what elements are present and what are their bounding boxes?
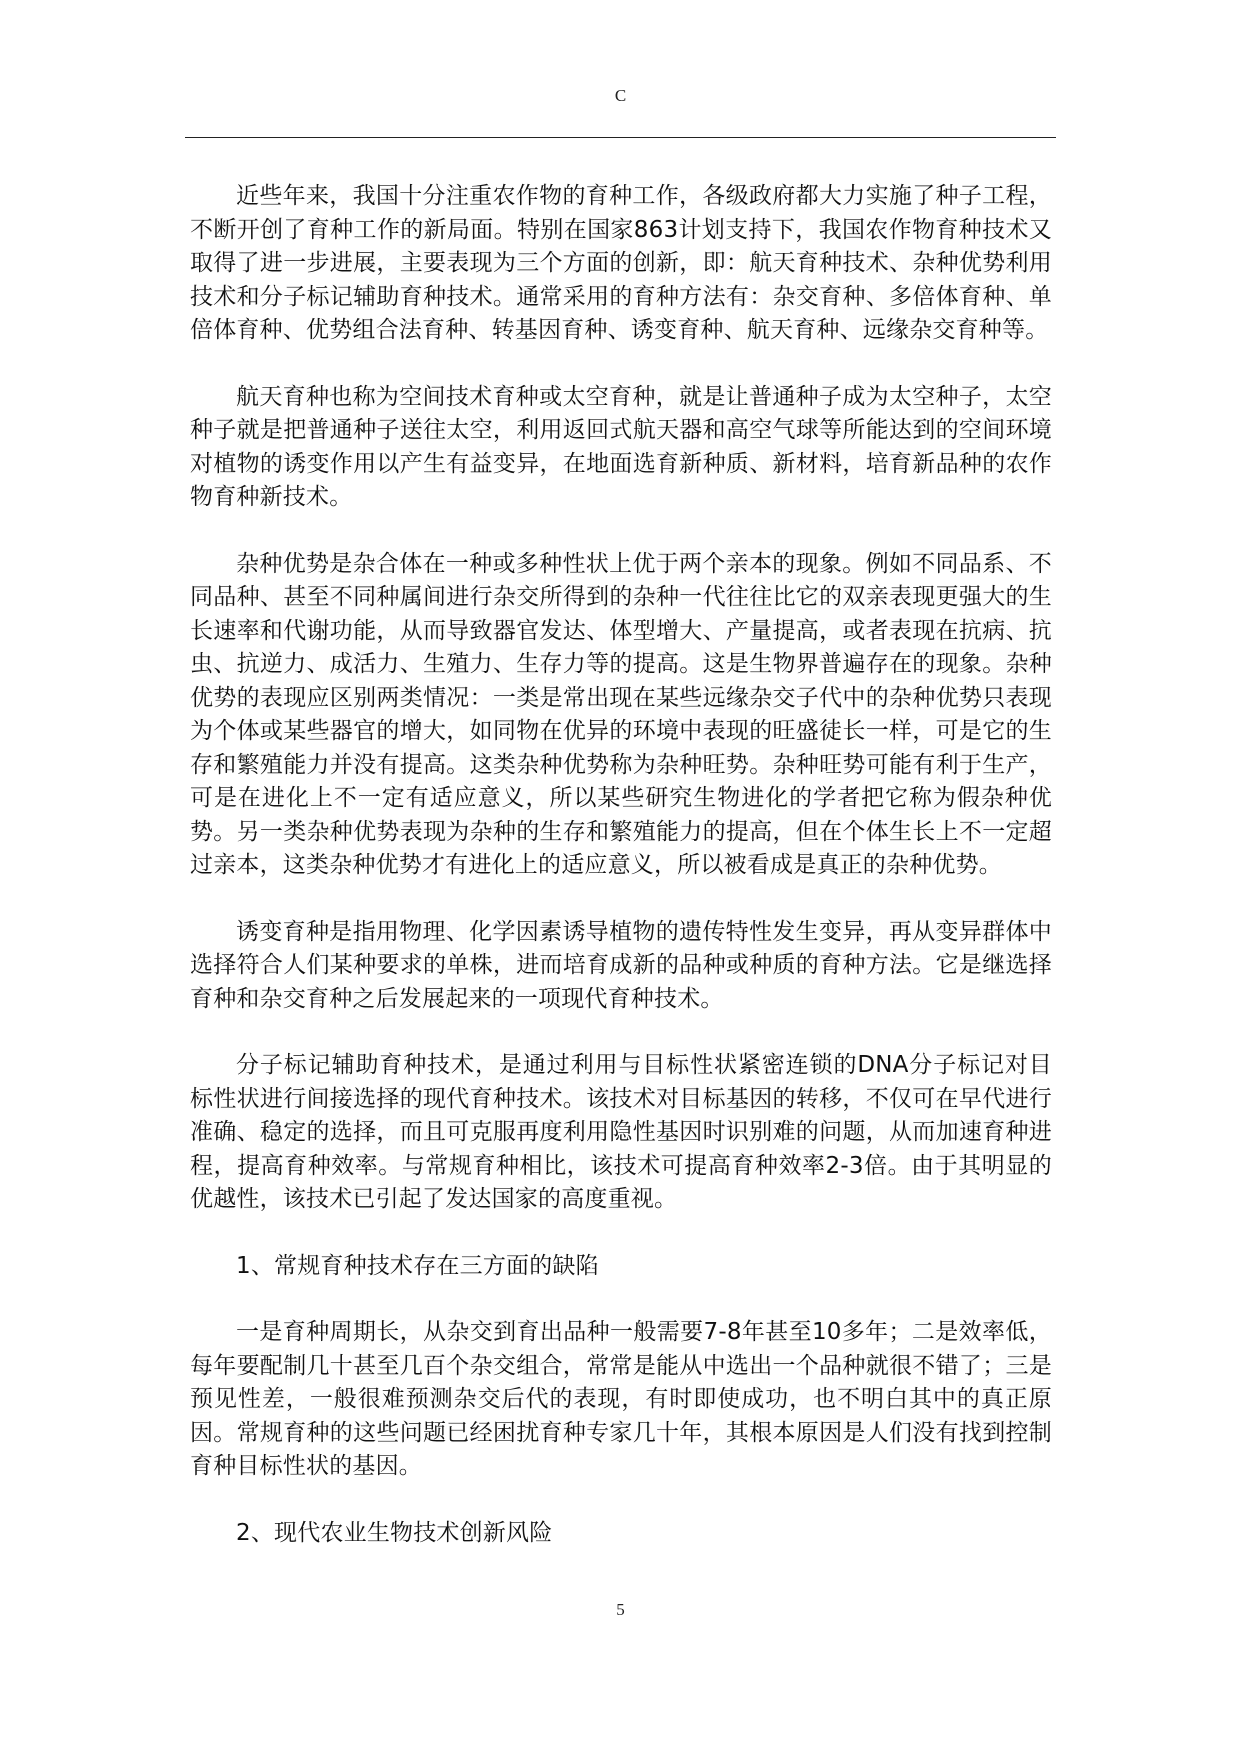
paragraph-marker-assisted-breeding: 分子标记辅助育种技术，是通过利用与目标性状紧密连锁的DNA分子标记对目标性状进行间接选择的现代育种技术。该技术对目标基因的转移，不仅可在早代进行准确、稳定的选择，而且可克服再度利用隐性基因时识别难的问题，从而加速育种进程，提高育种效率。与常规育种相比，该技术可提高育种效率2-3倍。由于其明显的优越性，该技术已引起了发达国家的高度重视。	[190, 1052, 1052, 1212]
paragraph-heterosis: 杂种优势是杂合体在一种或多种性状上优于两个亲本的现象。例如不同品系、不同品种、甚至不同种属间进行杂交所得到的杂种一代往往比它的双亲表现更强大的生长速率和代谢功能，从而导致器官发达、体型增大、产量提高，或者表现在抗病、抗虫、抗逆力、成活力、生殖力、生存力等的提高。这是生物界普遍存在的现象。杂种优势的表现应区别两类情况：一类是常出现在某些远缘杂交子代中的杂种优势只表现为个体或某些器官的增大，如同物在优异的环境中表现的旺盛徒长一样，可是它的生存和繁殖能力并没有提高。这类杂种优势称为杂种旺势。杂种旺势可能有利于生产，可是在进化上不一定有适应意义，所以某些研究生物进化的学者把它称为假杂种优势。另一类杂种优势表现为杂种的生存和繁殖能力的提高，但在个体生长上不一定超过亲本，这类杂种优势才有进化上的适应意义，所以被看成是真正的杂种优势。	[190, 550, 1052, 878]
paragraph-conventional-defects: 一是育种周期长，从杂交到育出品种一般需要7-8年甚至10多年；二是效率低，每年要配制几十甚至几百个杂交组合，常常是能从中选出一个品种就很不错了；三是预见性差，一般很难预测杂交后代的表现，有时即使成功，也不明白其中的真正原因。常规育种的这些问题已经困扰育种专家几十年，其根本原因是人们没有找到控制育种目标性状的基因。	[190, 1319, 1052, 1479]
paragraph-mutation-breeding: 诱变育种是指用物理、化学因素诱导植物的遗传特性发生变异，再从变异群体中选择符合人们某种要求的单株，进而培育成新的品种或种质的育种方法。它是继选择育种和杂交育种之后发展起来的一项现代育种技术。	[190, 918, 1052, 1012]
section-heading-biotech-risk: 2、现代农业生物技术创新风险	[236, 1519, 553, 1546]
page-number: 5	[616, 1600, 625, 1619]
header-divider	[185, 137, 1056, 138]
page-header-mark: C	[614, 86, 627, 105]
paragraph-space-breeding: 航天育种也称为空间技术育种或太空育种，就是让普通种子成为太空种子，太空种子就是把普通种子送往太空，利用返回式航天器和高空气球等所能达到的空间环境对植物的诱变作用以产生有益变异，在地面选育新种质、新材料，培育新品种的农作物育种新技术。	[190, 383, 1052, 510]
paragraph-breeding-overview: 近些年来，我国十分注重农作物的育种工作，各级政府都大力实施了种子工程，不断开创了育种工作的新局面。特别在国家863计划支持下，我国农作物育种技术又取得了进一步进展，主要表现为三个方面的创新，即：航天育种技术、杂种优势利用技术和分子标记辅助育种技术。通常采用的育种方法有：杂交育种、多倍体育种、单倍体育种、优势组合法育种、转基因育种、诱变育种、航天育种、远缘杂交育种等。	[190, 183, 1052, 343]
document-body	[190, 180, 1052, 1550]
section-heading-conventional-defects: 1、常规育种技术存在三方面的缺陷	[236, 1252, 599, 1279]
